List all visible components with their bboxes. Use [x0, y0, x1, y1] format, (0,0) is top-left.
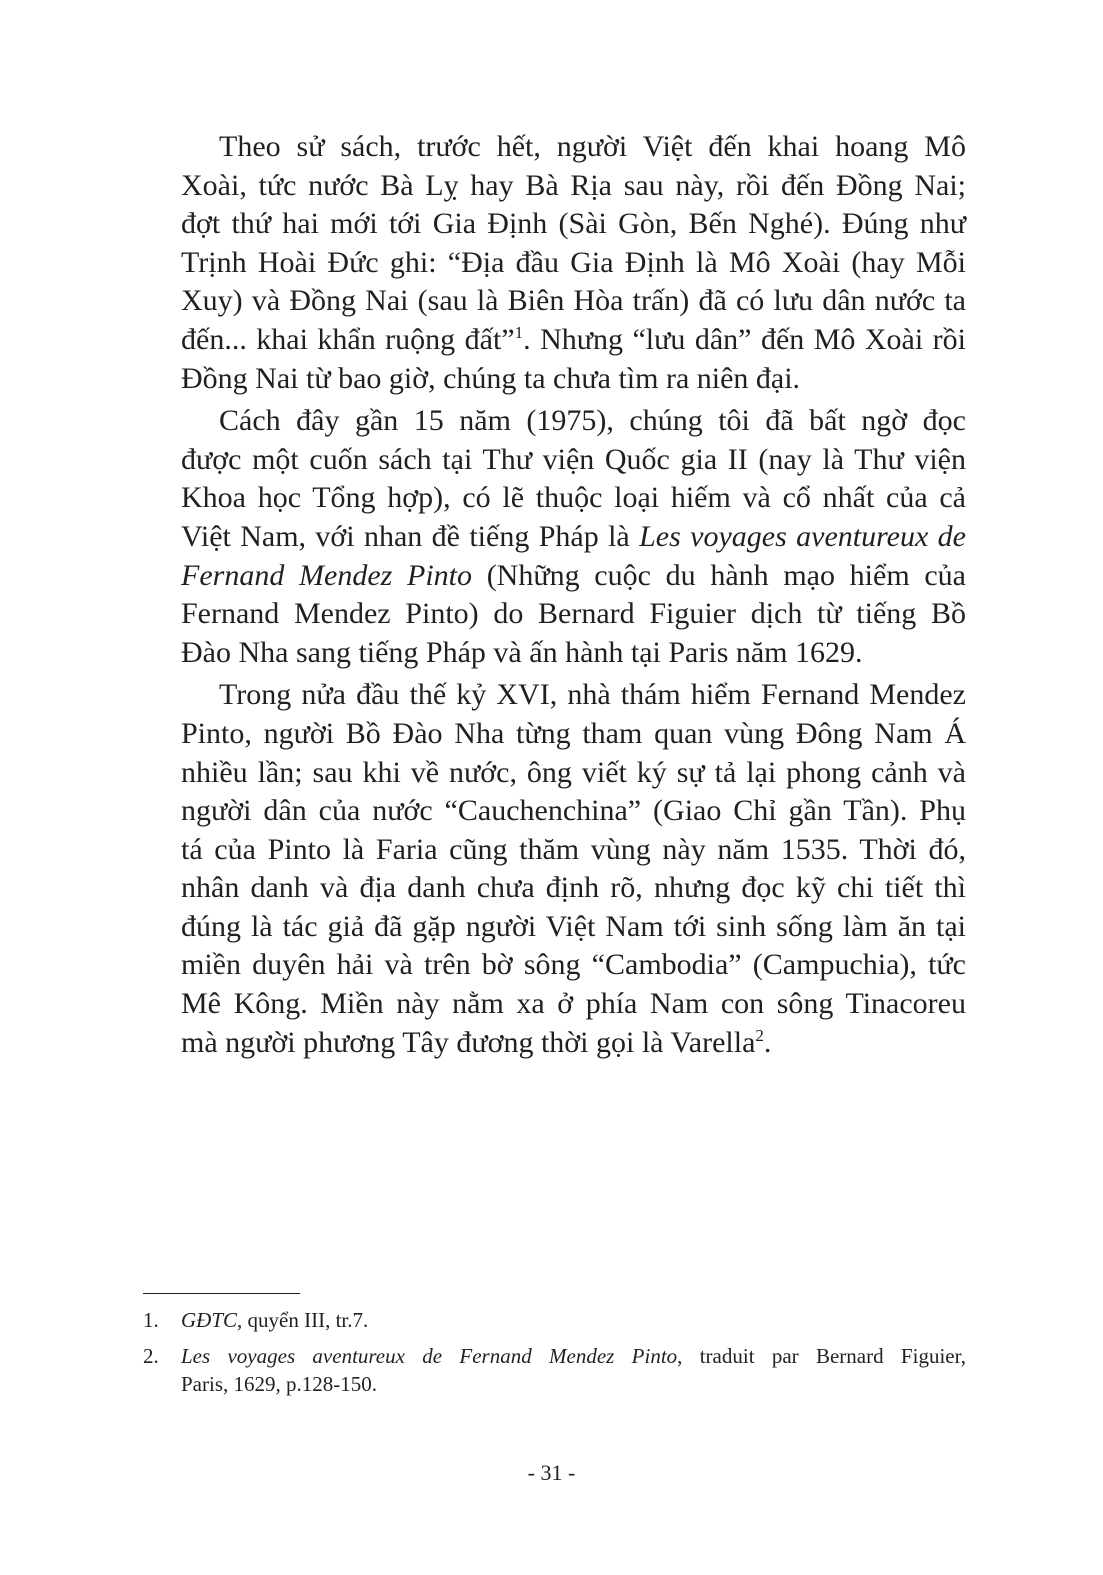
text-line: Khoa học Tổng hợp), có lẽ thuộc loại hiếm và cổ nhất của cả: [181, 481, 966, 515]
footnote-line: Paris, 1629, p.128-150.: [181, 1372, 377, 1396]
footnote-number: 2.: [143, 1344, 159, 1368]
text-fragment: (Những cuộc du hành mạo hiểm của: [472, 558, 966, 592]
footnote-2: [143, 1342, 966, 1398]
page-number: - 31 -: [527, 1460, 576, 1485]
footnote-line: [181, 1342, 966, 1370]
book-title-italic: Fernand Mendez Pinto: [181, 558, 472, 592]
body-text: [143, 128, 966, 1066]
paragraph-2: [143, 402, 966, 672]
text-line: Mê Kông. Miền này nằm xa ở phía Nam con sông Tinacoreu: [181, 987, 966, 1021]
footnote-number: 1.: [143, 1308, 159, 1332]
text-line: được một cuốn sách tại Thư viện Quốc gia II (nay là Thư viện: [181, 442, 966, 476]
text-line: Đồng Nai từ bao giờ, chúng ta chưa tìm ra niên đại.: [181, 361, 801, 395]
text-line: Theo sử sách, trước hết, người Việt đến khai hoang Mô: [219, 130, 966, 163]
text-fragment: đến... khai khẩn ruộng đất”: [181, 322, 515, 356]
text-line: Fernand Mendez Pinto) do Bernard Figuier dịch từ tiếng Bồ: [181, 597, 966, 631]
footnote-separator: [143, 1293, 300, 1294]
footnotes: [143, 1306, 966, 1406]
text-line: [143, 518, 966, 557]
footnote-ref-1: 1: [514, 322, 524, 342]
text-line: đúng là tác giả đã gặp người Việt Nam tới sinh sống làm ăn tại: [181, 909, 966, 943]
text-line: [143, 321, 966, 360]
text-line: [143, 557, 966, 596]
text-fragment: mà người phương Tây đương thời gọi là Varella: [181, 1025, 756, 1059]
text-line: đợt thứ hai mới tới Gia Định (Sài Gòn, Bến Nghé). Đúng như: [181, 207, 966, 241]
book-title-italic: Les voyages aventureux de: [639, 519, 966, 553]
text-line: Pinto, người Bồ Đào Nha từng tham quan vùng Đông Nam Á: [181, 716, 966, 750]
text-line: miền duyên hải và trên bờ sông “Cambodia” (Campuchia), tức: [181, 948, 966, 982]
text-fragment: .: [763, 1025, 772, 1059]
text-line: nhân danh và địa danh chưa định rõ, nhưng đọc kỹ chi tiết thì: [181, 871, 966, 905]
text-line: Đào Nha sang tiếng Pháp và ấn hành tại Paris năm 1629.: [181, 635, 863, 669]
footnote-ref-2: 2: [755, 1025, 764, 1045]
paragraph-3: [143, 676, 966, 1062]
footnote-text: [181, 1342, 966, 1398]
text-line: Cách đây gần 15 năm (1975), chúng tôi đã bất ngờ đọc: [219, 404, 966, 438]
text-fragment: Việt Nam, với nhan đề tiếng Pháp là: [181, 519, 640, 553]
text-fragment: . Nhưng “lưu dân” đến Mô Xoài rồi: [523, 322, 966, 356]
text-line: Xoài, tức nước Bà Lỵ hay Bà Rịa sau này, rồi đến Đồng Nai;: [181, 168, 966, 202]
text-line: nhiều lần; sau khi về nước, ông viết ký sự tả lại phong cảnh và: [181, 755, 966, 789]
text-fragment: , quyển III, tr.7.: [237, 1308, 369, 1332]
footnote-italic: Les voyages aventureux de Fernand Mendez Pinto: [181, 1344, 678, 1368]
text-line: Xuy) và Đồng Nai (sau là Biên Hòa trấn) đã có lưu dân nước ta: [181, 284, 966, 318]
text-line: Trịnh Hoài Đức ghi: “Địa đầu Gia Định là Mô Xoài (hay Mỗi: [181, 245, 966, 279]
text-line: Trong nửa đầu thế kỷ XVI, nhà thám hiểm Fernand Mendez: [219, 678, 966, 712]
paragraph-1: [143, 128, 966, 398]
text-line: người dân của nước “Cauchenchina” (Giao Chỉ gần Tần). Phụ: [181, 794, 966, 828]
text-line: [143, 1024, 966, 1063]
text-fragment: , traduit par Bernard Figuier,: [677, 1344, 966, 1368]
footnote-italic: GĐTC: [181, 1308, 238, 1332]
footnote-text: [181, 1306, 966, 1334]
footnote-1: [143, 1306, 966, 1334]
text-line: tá của Pinto là Faria cũng thăm vùng này năm 1535. Thời đó,: [181, 832, 966, 866]
